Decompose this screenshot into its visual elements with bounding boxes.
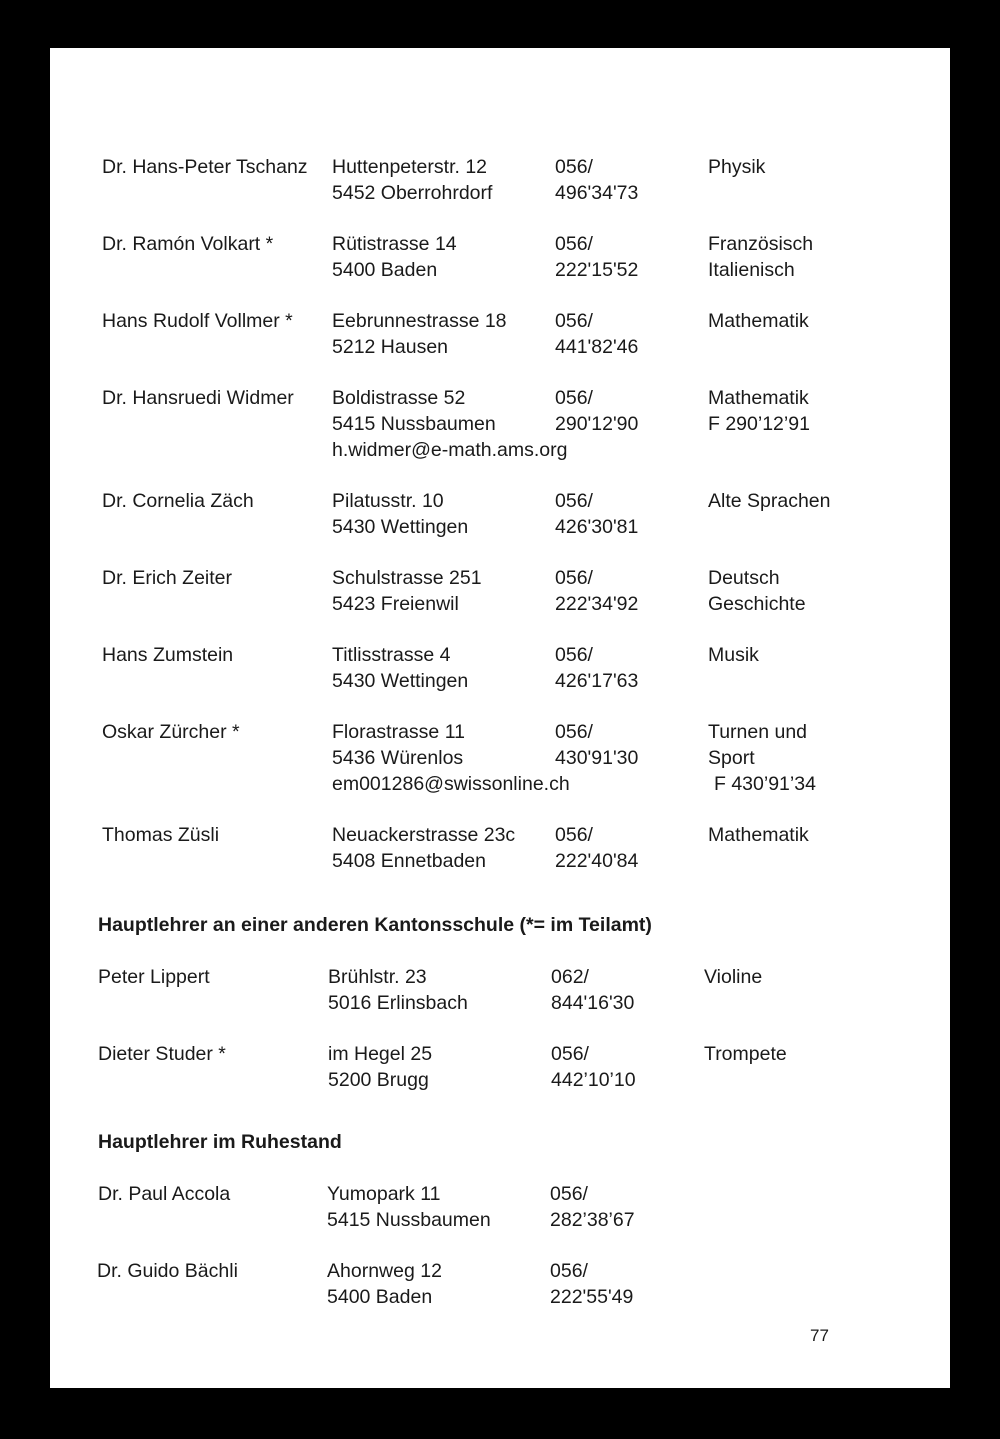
street: Neuackerstrasse 23c [332, 824, 516, 846]
city: 5436 Würenlos [332, 747, 464, 769]
area-code: 056/ [555, 387, 593, 409]
area-code: 056/ [550, 1260, 588, 1282]
street: Rütistrasse 14 [332, 233, 457, 255]
area-code: 056/ [550, 1183, 588, 1205]
subject-line: Deutsch [708, 567, 780, 589]
address [332, 565, 482, 617]
area-code: 056/ [555, 721, 593, 743]
person-name: Dr. Hans-Peter Tschanz [102, 156, 308, 178]
phone-number: 430'91'30 [555, 747, 639, 769]
subject [704, 1041, 787, 1067]
address [327, 1181, 491, 1233]
street: Eebrunnestrasse 18 [332, 310, 507, 332]
city: 5452 Oberrohrdorf [332, 182, 493, 204]
subject [708, 308, 809, 334]
street: Yumopark 11 [327, 1183, 441, 1205]
subject-line: Mathematik [708, 310, 809, 332]
person-name: Thomas Züsli [102, 824, 220, 846]
subject-line: Violine [704, 966, 763, 988]
phone-number: 222'40'84 [555, 850, 639, 872]
phone-number: 282’38’67 [550, 1209, 635, 1231]
street: Pilatusstr. 10 [332, 490, 444, 512]
city: 5400 Baden [332, 259, 438, 281]
person-name: Dieter Studer * [98, 1043, 226, 1065]
person-name: Dr. Ramón Volkart * [102, 233, 274, 255]
subject-line: Alte Sprachen [708, 490, 831, 512]
area-code: 056/ [555, 490, 593, 512]
phone-number: 290'12'90 [555, 413, 639, 435]
phone [550, 1181, 635, 1233]
street: Florastrasse 11 [332, 721, 465, 743]
page-number: 77 [810, 1326, 829, 1345]
street: Ahornweg 12 [327, 1260, 442, 1282]
subject [708, 565, 806, 617]
area-code: 056/ [555, 644, 593, 666]
area-code: 056/ [551, 1043, 589, 1065]
subject-line: Physik [708, 156, 766, 178]
city: 5430 Wettingen [332, 670, 469, 692]
person-name: Hans Rudolf Vollmer * [102, 310, 293, 332]
email-address[interactable]: h.widmer@e-math.ams.org [332, 439, 568, 461]
subject [708, 822, 809, 848]
city: 5430 Wettingen [332, 516, 469, 538]
street: im Hegel 25 [328, 1043, 433, 1065]
person-name: Dr. Erich Zeiter [102, 567, 233, 589]
phone-number: 222'15'52 [555, 259, 639, 281]
address [328, 964, 468, 1016]
subject-line: Geschichte [708, 593, 806, 615]
phone [555, 488, 638, 540]
address [332, 308, 507, 360]
address [332, 642, 468, 694]
phone-number: 441'82'46 [555, 336, 639, 358]
person-name: Oskar Zürcher * [102, 721, 240, 743]
address [332, 154, 492, 206]
person-name: Hans Zumstein [102, 644, 234, 666]
fax-number: F 290’12’91 [708, 413, 810, 435]
phone [555, 822, 638, 874]
person-name: Dr. Cornelia Zäch [102, 490, 254, 512]
fax-number: F 430’91’34 [714, 773, 816, 795]
phone-number: 442’10’10 [551, 1069, 636, 1091]
subject-line: Mathematik [708, 387, 809, 409]
email-address[interactable]: em001286@swissonline.ch [332, 773, 570, 795]
street: Huttenpeterstr. 12 [332, 156, 488, 178]
address [332, 488, 468, 540]
section-heading: Hauptlehrer im Ruhestand [98, 1131, 342, 1153]
city: 5016 Erlinsbach [328, 992, 468, 1014]
city: 5212 Hausen [332, 336, 449, 358]
city: 5423 Freienwil [332, 593, 459, 615]
subject [708, 642, 759, 668]
city: 5415 Nussbaumen [327, 1209, 491, 1231]
subject-line: Trompete [704, 1043, 787, 1065]
subject-line: Französisch [708, 233, 814, 255]
phone-number: 496'34'73 [555, 182, 639, 204]
address [332, 385, 567, 463]
phone [555, 565, 638, 617]
subject-line: Mathematik [708, 824, 809, 846]
person-name: Peter Lippert [98, 966, 210, 988]
document-page [50, 48, 950, 1388]
phone-number: 222'55'49 [550, 1286, 634, 1308]
subject-line: Sport [708, 747, 755, 769]
area-code: 056/ [555, 567, 593, 589]
phone [555, 642, 638, 694]
subject [708, 719, 816, 797]
phone [555, 385, 638, 437]
subject [708, 488, 831, 514]
address [332, 822, 515, 874]
phone [551, 964, 634, 1016]
phone [555, 719, 638, 771]
phone-number: 426'17'63 [555, 670, 639, 692]
person-name: Dr. Hansruedi Widmer [102, 387, 294, 409]
phone [555, 154, 638, 206]
street: Titlisstrasse 4 [332, 644, 451, 666]
address [332, 719, 570, 797]
city: 5400 Baden [327, 1286, 433, 1308]
street: Schulstrasse 251 [332, 567, 482, 589]
address [332, 231, 457, 283]
area-code: 056/ [555, 233, 593, 255]
area-code: 056/ [555, 310, 593, 332]
phone-number: 426'30'81 [555, 516, 639, 538]
address [328, 1041, 432, 1093]
area-code: 056/ [555, 156, 593, 178]
subject [708, 385, 810, 437]
area-code: 062/ [551, 966, 589, 988]
city: 5415 Nussbaumen [332, 413, 496, 435]
street: Boldistrasse 52 [332, 387, 466, 409]
phone [551, 1041, 636, 1093]
subject [708, 154, 765, 180]
phone-number: 222'34'92 [555, 593, 639, 615]
person-name: Dr. Paul Accola [98, 1183, 231, 1205]
subject-line: Musik [708, 644, 759, 666]
phone-number: 844'16'30 [551, 992, 635, 1014]
section-heading: Hauptlehrer an einer anderen Kantonsschule (*= im Teilamt) [98, 914, 652, 936]
city: 5200 Brugg [328, 1069, 429, 1091]
phone [555, 231, 638, 283]
area-code: 056/ [555, 824, 593, 846]
street: Brühlstr. 23 [328, 966, 427, 988]
address [327, 1258, 442, 1310]
subject [708, 231, 813, 283]
subject [704, 964, 762, 990]
person-name: Dr. Guido Bächli [97, 1260, 238, 1282]
city: 5408 Ennetbaden [332, 850, 486, 872]
subject-line: Italienisch [708, 259, 795, 281]
phone [555, 308, 638, 360]
subject-line: Turnen und [708, 721, 808, 743]
phone [550, 1258, 633, 1310]
